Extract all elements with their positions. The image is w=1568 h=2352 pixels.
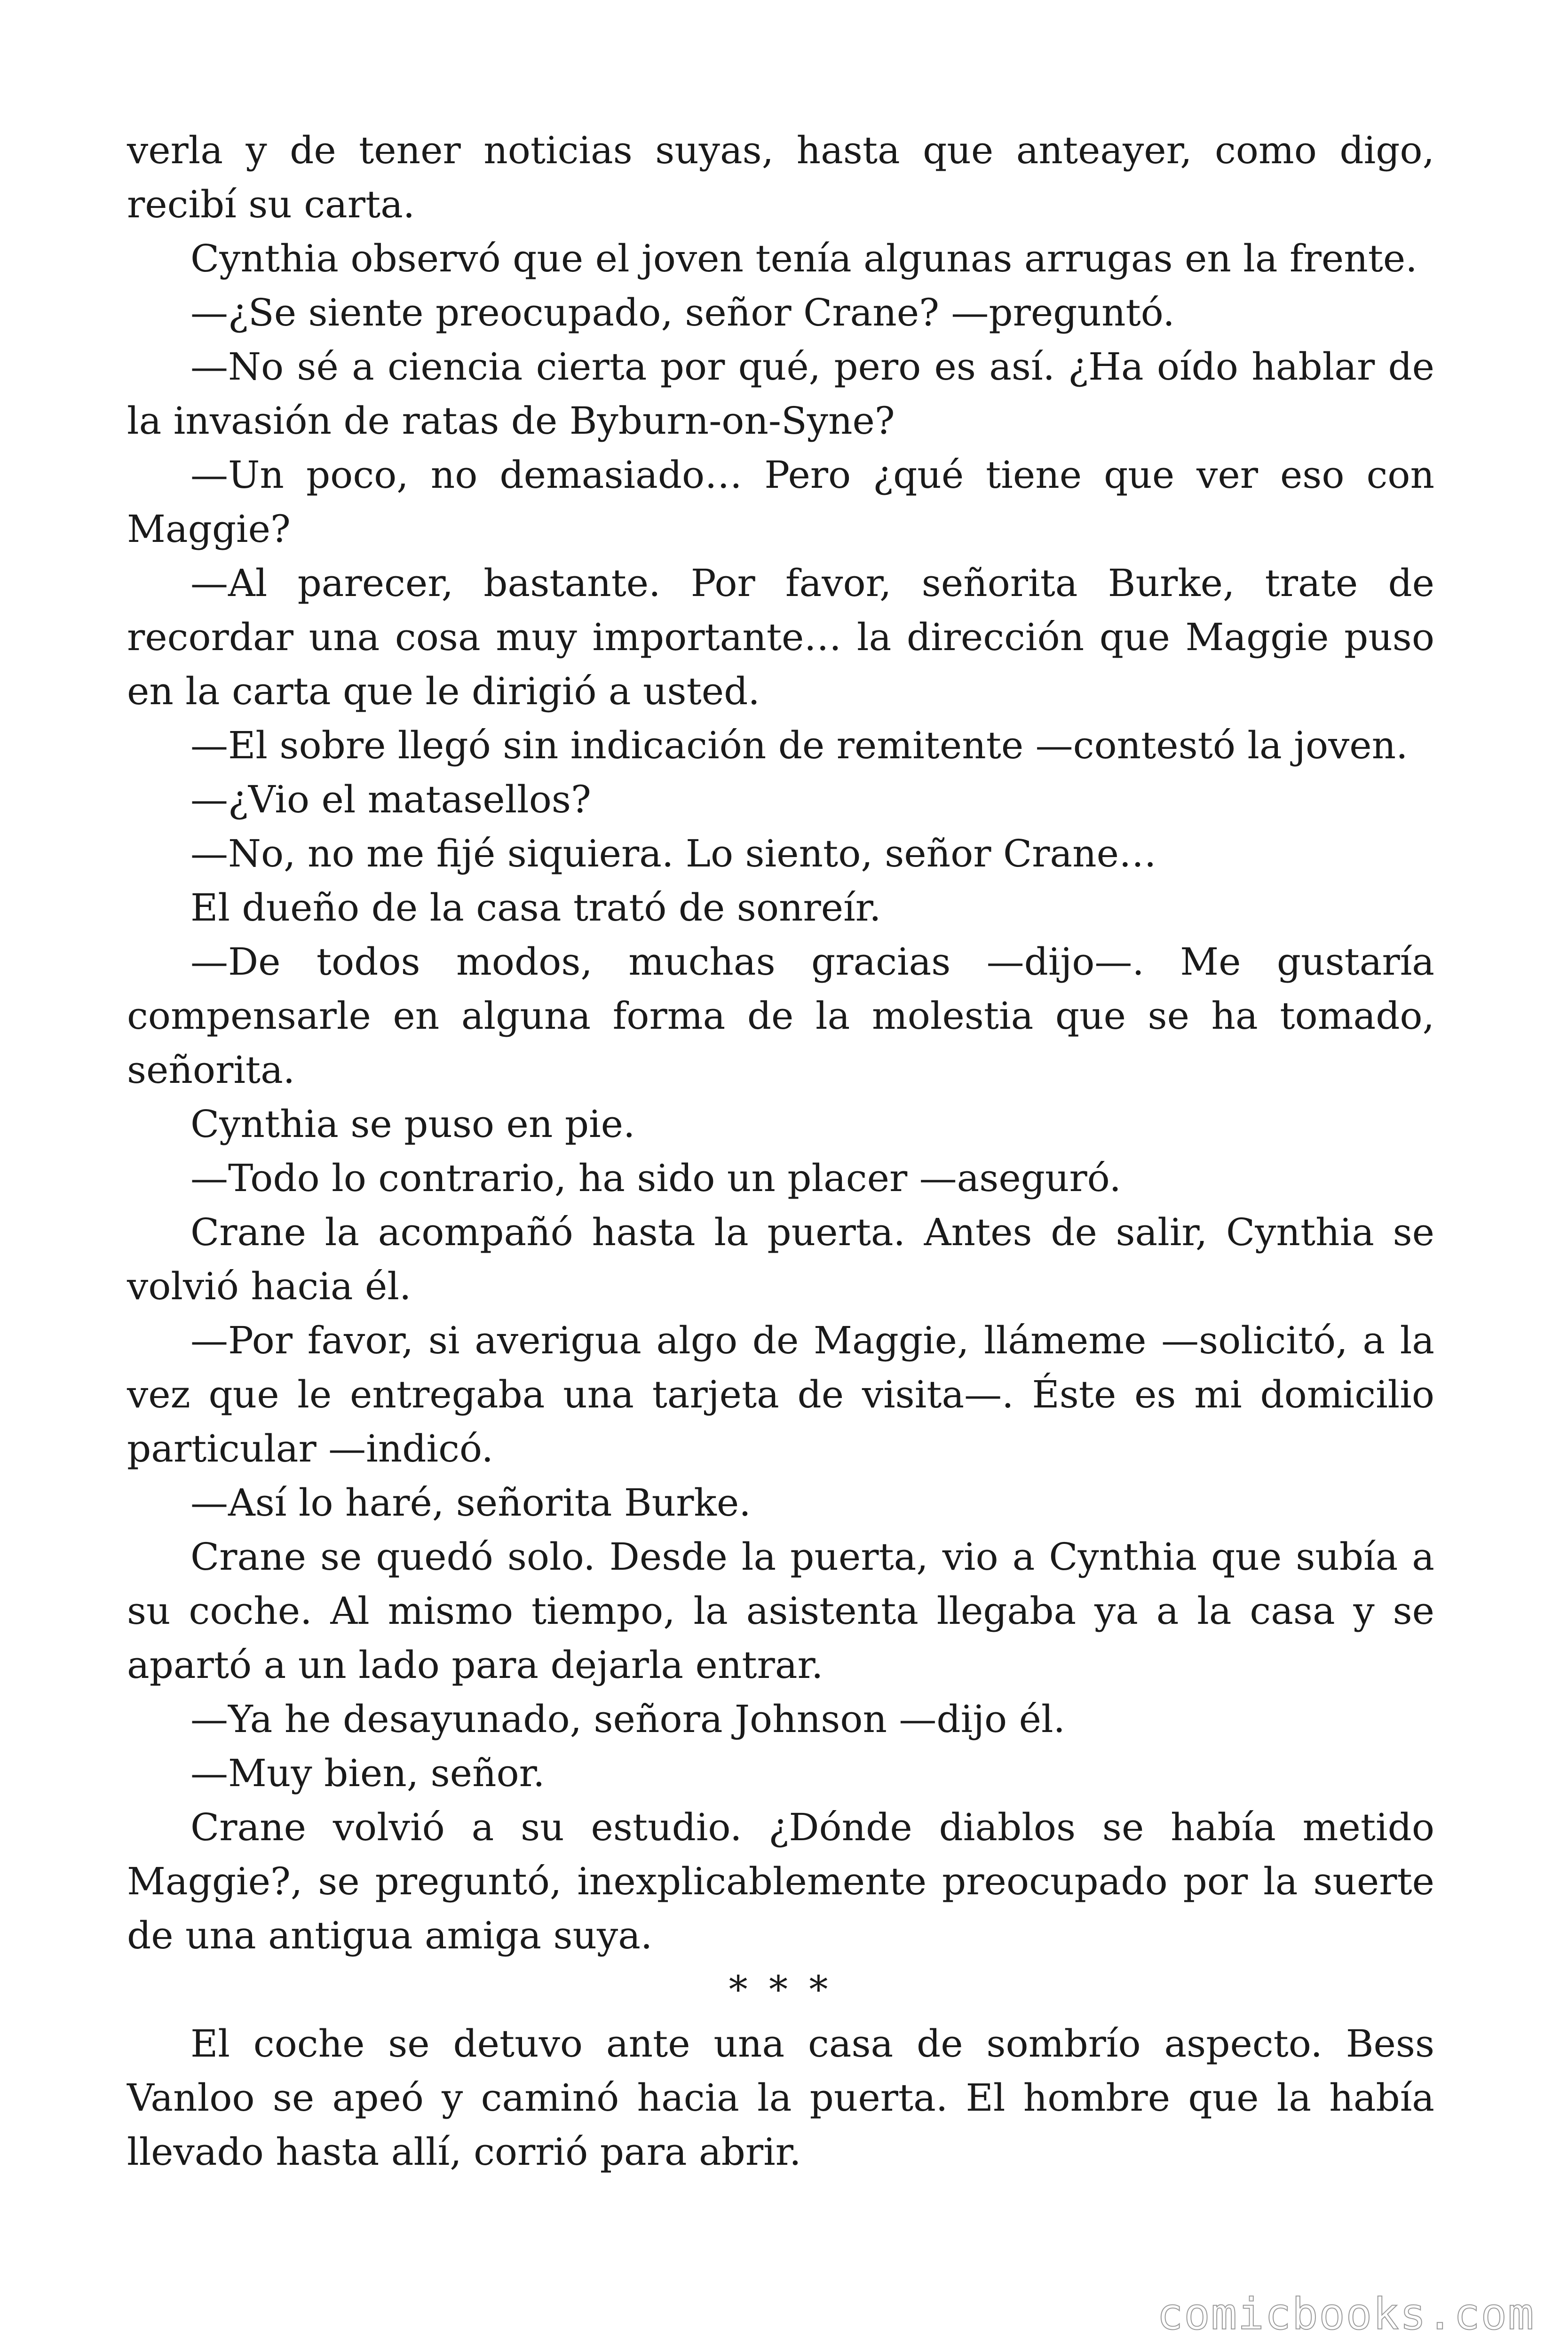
watermark-logo: comicbooks.com [1157,2289,1535,2339]
paragraph: Crane la acompañó hasta la puerta. Antes de salir, Cynthia se volvió hacia él. [127,1210,1434,1308]
paragraph: verla y de tener noticias suyas, hasta que anteayer, como digo, recibí su carta. [127,128,1434,226]
paragraph: Crane se quedó solo. Desde la puerta, vio a Cynthia que subía a su coche. Al mismo tiempo, la asistenta llegaba ya a la casa y se apartó a un lado para dejarla entrar. [127,1535,1434,1687]
paragraph: Crane volvió a su estudio. ¿Dónde diablos se había metido Maggie?, se preguntó, inexplicablemente preocupado por la suerte de una antigua amiga suya. [127,1805,1434,1957]
paragraph: El dueño de la casa trató de sonreír. [190,886,881,930]
paragraph: Cynthia se puso en pie. [190,1102,635,1146]
paragraph: —Un poco, no demasiado… Pero ¿qué tiene que ver eso con Maggie? [127,453,1434,551]
paragraph: —Todo lo contrario, ha sido un placer —aseguró. [190,1156,1121,1200]
paragraph: —Muy bien, señor. [190,1751,545,1795]
page-body [127,123,1434,2179]
paragraph: —Así lo haré, señorita Burke. [190,1481,751,1525]
paragraph: —¿Vio el matasellos? [190,778,591,821]
paragraph: —No sé a ciencia cierta por qué, pero es así. ¿Ha oído hablar de la invasión de ratas de Byburn-on-Syne? [127,345,1434,443]
paragraph: —Por favor, si averigua algo de Maggie, llámeme —solicitó, a la vez que le entregaba una tarjeta de visita—. Éste es mi domicilio particular —indicó. [127,1319,1434,1470]
paragraph: —El sobre llegó sin indicación de remitente —contestó la joven. [190,723,1408,767]
paragraph: —No, no me fijé siquiera. Lo siento, señor Crane… [190,832,1156,875]
scene-separator: * * * [729,1968,833,2011]
paragraph: —Ya he desayunado, señora Johnson —dijo él. [190,1697,1065,1741]
paragraph: El coche se detuvo ante una casa de sombrío aspecto. Bess Vanloo se apeó y caminó hacia la puerta. El hombre que la había llevado hasta allí, corrió para abrir. [127,2022,1434,2174]
paragraph: —Al parecer, bastante. Por favor, señorita Burke, trate de recordar una cosa muy importante… la dirección que Maggie puso en la carta que le dirigió a usted. [127,561,1434,713]
paragraph: —¿Se siente preocupado, señor Crane? —preguntó. [190,291,1175,334]
paragraph: Cynthia observó que el joven tenía algunas arrugas en la frente. [190,237,1418,280]
paragraph: —De todos modos, muchas gracias —dijo—. Me gustaría compensarle en alguna forma de la molestia que se ha tomado, señorita. [127,940,1434,1092]
